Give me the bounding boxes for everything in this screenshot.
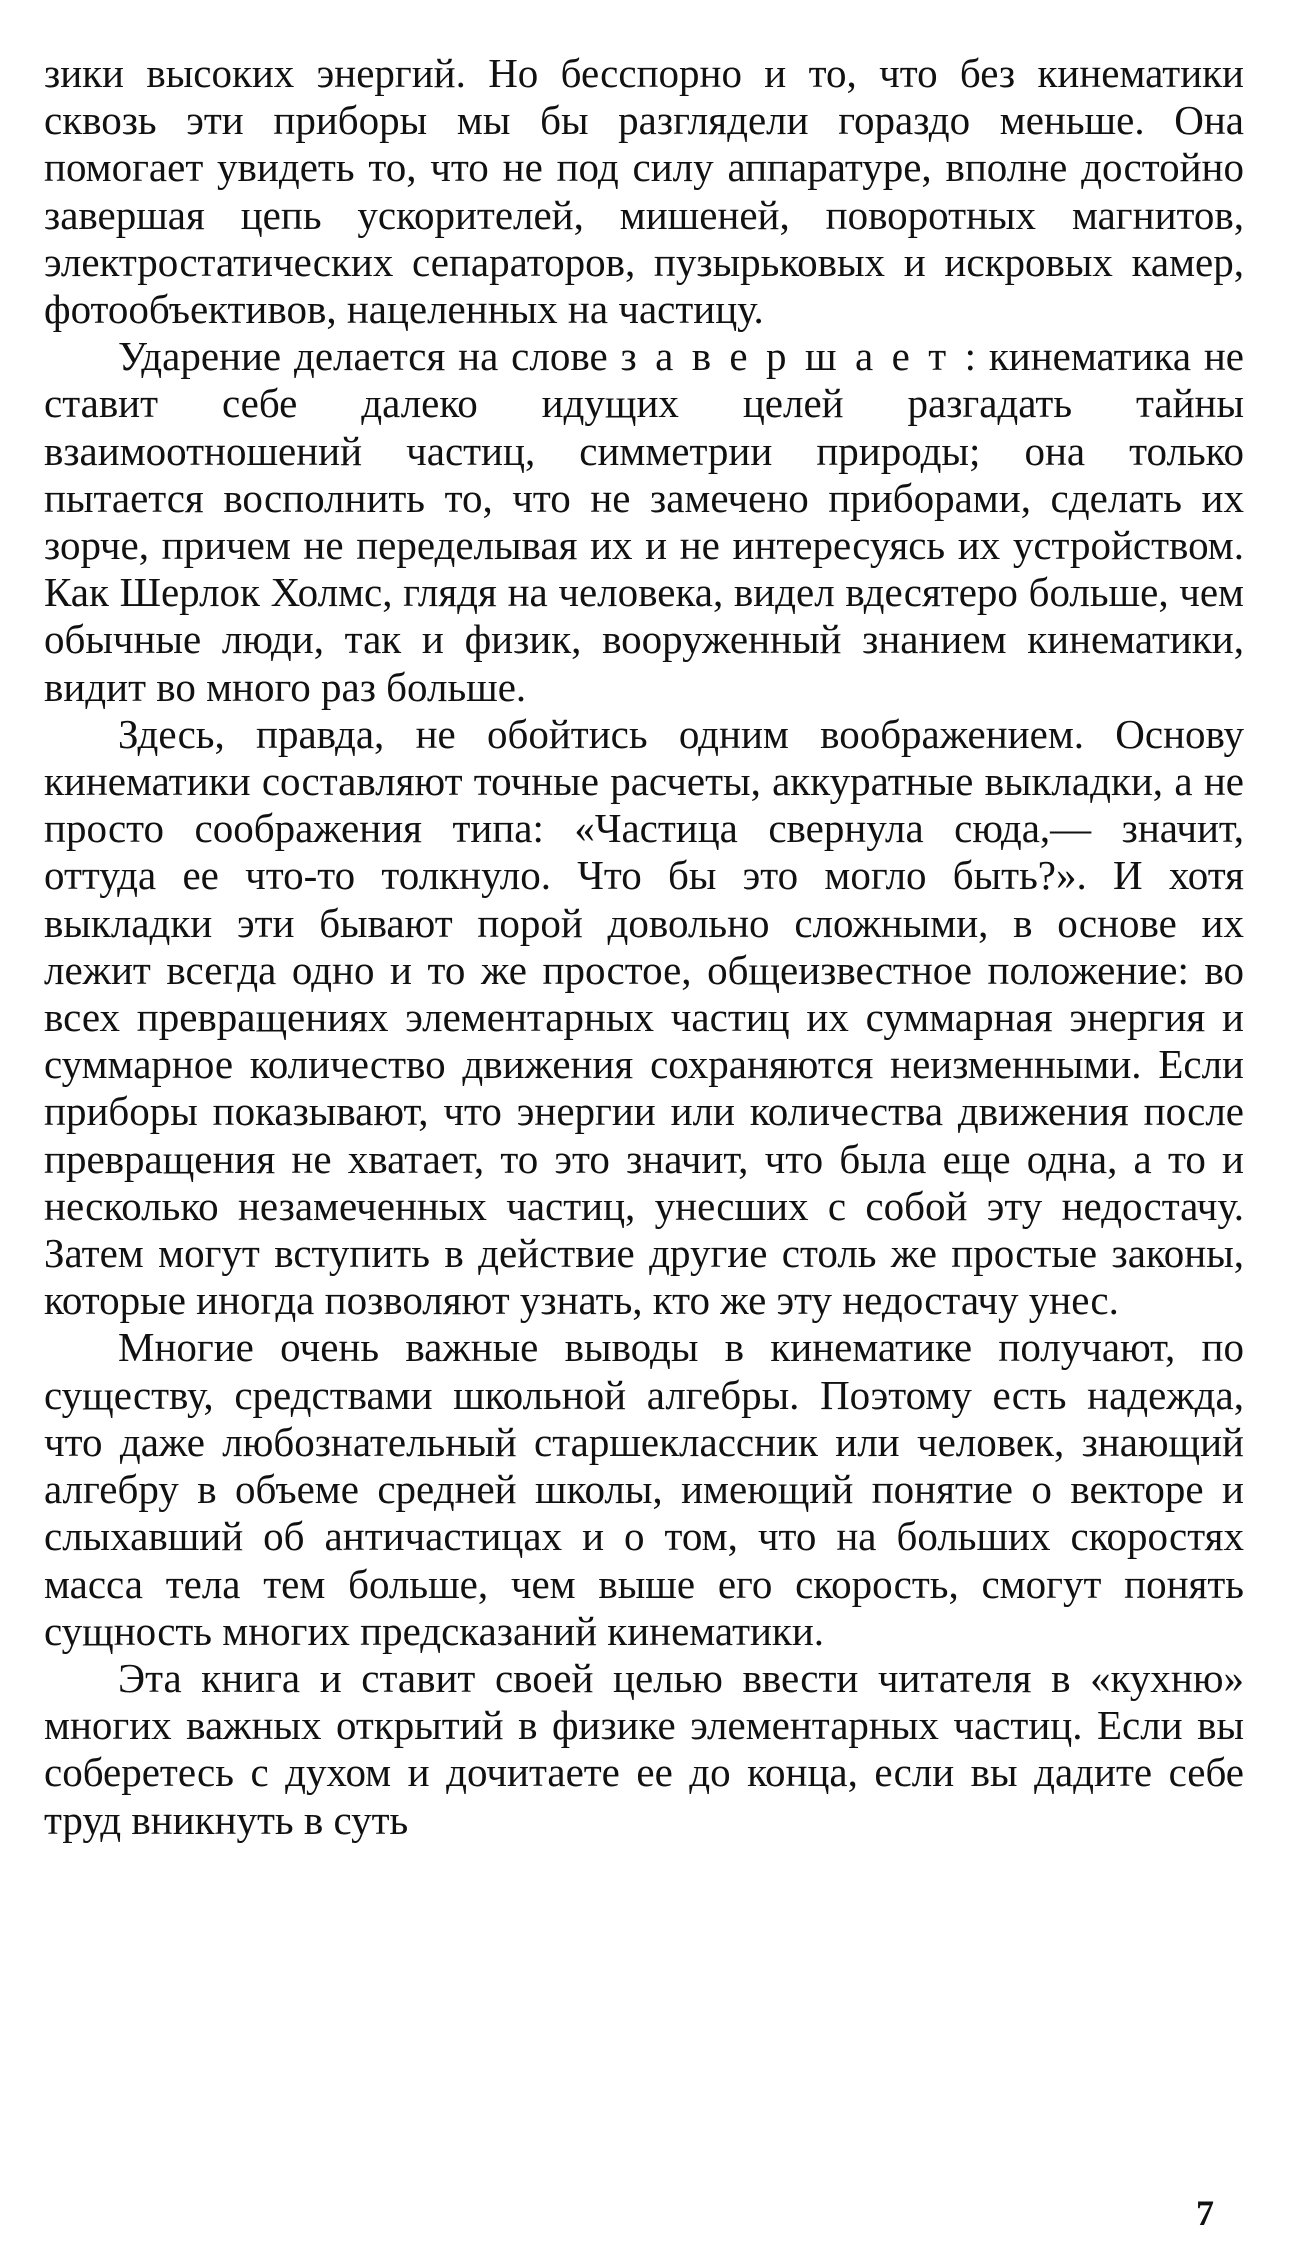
paragraph-4: Многие очень важные выводы в кинематике получают, по существу, средствами школьной алгебры. Поэтому есть надежда, что даже любознательный старшеклассник или человек, знающий алгебру в объеме средней школы, имеющий понятие о векторе и слыхавший об античастицах и о том, что на больших скоростях масса тела тем больше, чем выше его скорость, смогут понять сущность многих предсказаний кинематики. [44, 1324, 1244, 1654]
page-number: 7 [1196, 2193, 1214, 2233]
paragraph-2-rest: : кинематика не ставит себе далеко идущих целей разгадать тайны взаимоотношений частиц, симметрии природы; она только пытается восполнить то, что не замечено приборами, сделать их зорче, причем не переделывая их и не интересуясь их устройством. Как Шерлок Холмс, глядя на человека, видел вдесятеро больше, чем обычные люди, так и физик, вооруженный знанием кинематики, видит во много раз больше. [44, 333, 1245, 710]
paragraph-1: зики высоких энергий. Но бесспорно и то, что без кинематики сквозь эти приборы мы бы разглядели гораздо меньше. Она помогает увидеть то, что не под силу аппаратуре, вполне достойно завершая цепь ускорителей, мишеней, поворотных магнитов, электростатических сепараторов, пузырьковых и искровых камер, фотообъективов, нацеленных на частицу. [44, 50, 1244, 333]
paragraph-5: Эта книга и ставит своей целью ввести читателя в «кухню» многих важных открытий в физике элементарных частиц. Если вы соберетесь с духом и дочитаете ее до конца, если вы дадите себе труд вникнуть в суть [44, 1654, 1244, 1843]
emphasized-word: завершает [620, 333, 965, 380]
page-text [44, 50, 1244, 1844]
paragraph-2-lead: Ударение делается на слове [118, 333, 621, 380]
paragraph-2 [44, 333, 1244, 711]
paragraph-3: Здесь, правда, не обойтись одним воображением. Основу кинематики составляют точные расчеты, аккуратные выкладки, а не просто соображения типа: «Частица свернула сюда,— значит, оттуда ее что-то толкнуло. Что бы это могло быть?». И хотя выкладки эти бывают порой довольно сложными, в основе их лежит всегда одно и то же простое, общеизвестное положение: во всех превращениях элементарных частиц их суммарная энергия и суммарное количество движения сохраняются неизменными. Если приборы показывают, что энергии или количества движения после превращения не хватает, то это значит, что была еще одна, а то и несколько незамеченных частиц, унесших с собой эту недостачу. Затем могут вступить в действие другие столь же простые законы, которые иногда позволяют узнать, кто же эту недостачу унес. [44, 710, 1244, 1324]
